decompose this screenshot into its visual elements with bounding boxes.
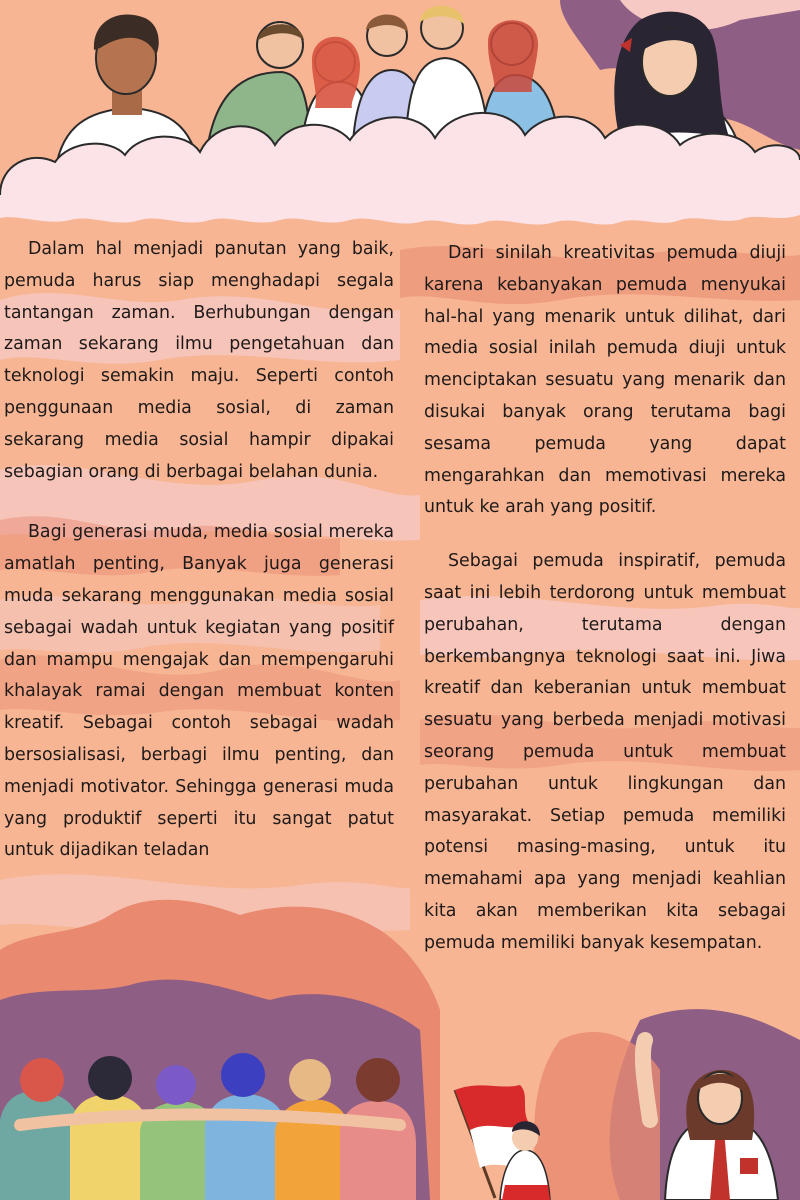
left-text-column — [4, 234, 394, 867]
left-paragraph-1: Dalam hal menjadi panutan yang baik, pemuda harus siap menghadapi segala tantangan zaman. Berhubungan dengan zaman sekarang ilmu pengetahuan dan teknologi semakin maju. Seperti contoh penggunaan media sosial, di zaman sekarang media sosial hampir dipakai sebagian orang di berbagai belahan dunia. — [4, 239, 394, 482]
left-paragraph-2: Bagi generasi muda, media sosial mereka amatlah penting, Banyak juga generasi muda sekarang menggunakan media sosial sebagai wadah untuk kegiatan yang positif dan mampu mengajak dan mempengaruhi khalayak ramai dengan membuat konten kreatif. Sebagai contoh sebagai wadah bersosialisasi, berbagi ilmu penting, dan menjadi motivator. Sehingga generasi muda yang produktif seperti itu sangat patut untuk dijadikan teladan — [4, 522, 394, 861]
right-text-column — [424, 238, 786, 960]
right-paragraph-2: Sebagai pemuda inspiratif, pemuda saat ini lebih terdorong untuk membuat perubahan, terutama dengan berkembangnya teknologi saat ini. Jiwa kreatif dan keberanian untuk membuat sesuatu yang berbeda menjadi motivasi seorang pemuda untuk membuat perubahan untuk lingkungan dan masyarakat. Setiap pemuda memiliki potensi masing-masing, untuk itu memahami apa yang menjadi keahlian kita akan memberikan kita sebagai pemuda memiliki banyak kesempatan. — [424, 551, 786, 953]
right-paragraph-1: Dari sinilah kreativitas pemuda diuji karena kebanyakan pemuda menyukai hal-hal yang menarik untuk dilihat, dari media sosial inilah pemuda diuji untuk menciptakan sesuatu yang menarik dan disukai banyak orang terutama bagi sesama pemuda yang dapat mengarahkan dan memotivasi mereka untuk ke arah yang positif. — [424, 243, 786, 518]
flag-waving-girl-illustration — [455, 1085, 550, 1200]
